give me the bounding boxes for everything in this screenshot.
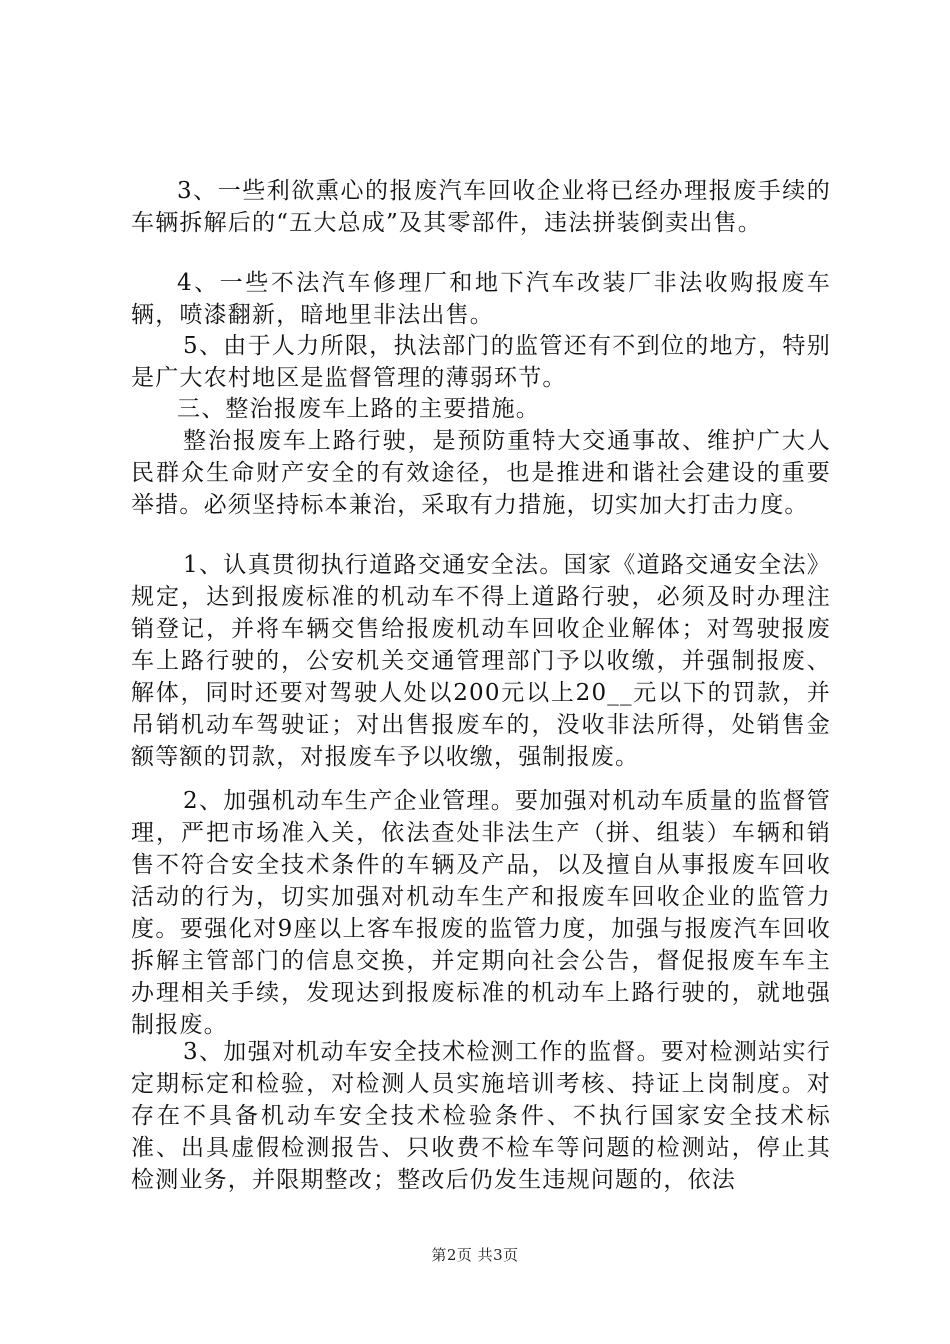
paragraph-5: 1、认真贯彻执行道路交通安全法。国家《道路交通安全法》规定，达到报废标准的机动车不得上道路行驶，必须及时办理注销登记，并将车辆交售给报废机动车回收企业解体；对驾驶报废车上路行驶的，公安机关交通管理部门予以收缴，并强制报废、解体，同时还要对驾驶人处以200元以上20__元以下的罚款，并吊销机动车驾驶证；对出售报废车的，没收非法所得，处销售金额等额的罚款，对报废车予以收缴，强制报废。 — [131, 552, 831, 770]
paragraph-1: 3、一些利欲熏心的报废汽车回收企业将已经办理报废手续的车辆拆解后的“五大总成”及其零部件，违法拼装倒卖出售。 — [131, 178, 831, 236]
paragraph-4: 整治报废车上路行驶，是预防重特大交通事故、维护广大人民群众生命财产安全的有效途径，也是推进和谐社会建设的重要举措。必须坚持标本兼治，采取有力措施，切实加大打击力度。 — [131, 428, 831, 518]
paragraph-2: 4、一些不法汽车修理厂和地下汽车改装厂非法收购报废车辆，喷漆翻新，暗地里非法出售。 — [131, 270, 831, 328]
paragraph-6: 2、加强机动车生产企业管理。要加强对机动车质量的监督管理，严把市场准入关，依法查处非法生产（拼、组装）车辆和销售不符合安全技术条件的车辆及产品，以及擅自从事报废车回收活动的行为，切实加强对机动车生产和报废车回收企业的监管力度。要强化对9座以上客车报废的监管力度，加强与报废汽车回收拆解主管部门的信息交换，并定期向社会公告，督促报废车车主办理相关手续，发现达到报废标准的机动车上路行驶的，就地强制报废。 — [131, 788, 831, 1038]
page-number-footer: 第2页 共3页 — [431, 1246, 519, 1264]
section-heading: 三、整治报废车上路的主要措施。 — [177, 396, 540, 422]
paragraph-7: 3、加强对机动车安全技术检测工作的监督。要对检测站实行定期标定和检验，对检测人员实施培训考核、持证上岗制度。对存在不具备机动车安全技术检验条件、不执行国家安全技术标准、出具虚假检测报告、只收费不检车等问题的检测站，停止其检测业务，并限期整改；整改后仍发生违规问题的，依法 — [131, 1039, 831, 1193]
paragraph-3: 5、由于人力所限，执法部门的监管还有不到位的地方，特别是广大农村地区是监督管理的薄弱环节。 — [131, 333, 831, 391]
